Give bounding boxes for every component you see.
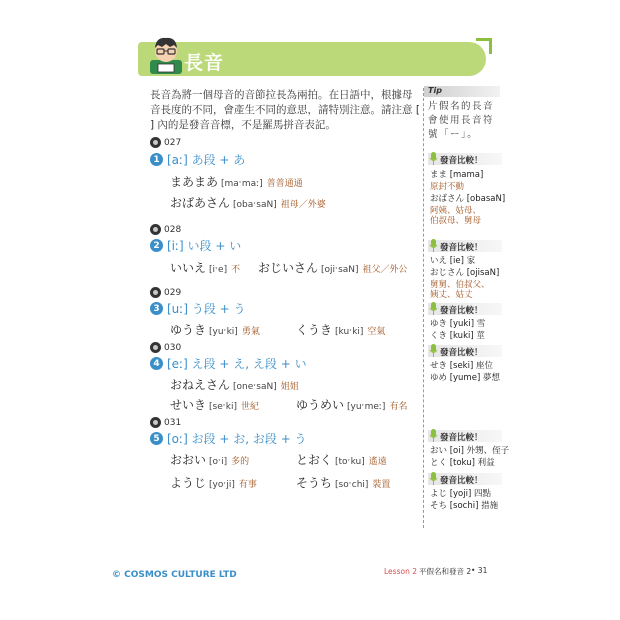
vocab-item: そうち [soˑchi] 裝置	[296, 476, 391, 490]
compare-label: 發音比較！	[440, 243, 483, 253]
section-heading-4	[150, 355, 307, 372]
compare-meaning: 伯叔母、舅母	[430, 216, 482, 226]
compare-word: よじ [yoji] 四點	[430, 489, 491, 499]
compare-meaning: 姨丈、姑丈	[430, 290, 473, 300]
microphone-icon	[429, 239, 438, 252]
audio-cd-icon	[150, 417, 161, 428]
compare-word: ゆき [yuki] 雪	[430, 319, 486, 329]
microphone-icon	[429, 152, 438, 165]
compare-label: 發音比較！	[440, 348, 483, 358]
tip-label: Tip	[428, 86, 442, 95]
lesson-number: Lesson 2	[384, 567, 417, 576]
page-title: 長音	[184, 52, 225, 74]
vocab-item: おじいさん [ojiˑsaN] 祖父／外公	[258, 261, 408, 275]
compare-label: 發音比較！	[440, 433, 483, 443]
vocab-item: おばあさん [obaˑsaN] 祖母／外婆	[170, 196, 326, 210]
corner-decoration	[476, 38, 492, 54]
microphone-icon	[429, 472, 438, 485]
vocab-item: まあまあ [maˑmaː] 普普通通	[170, 175, 303, 189]
section-heading-5	[150, 430, 307, 447]
section-title: [aː] あ段 + あ	[167, 153, 246, 167]
compare-label: 發音比較！	[440, 306, 483, 316]
vocab-item: おおい [oˑi] 多的	[170, 453, 250, 467]
section-title: [iː] い段 + い	[167, 239, 242, 253]
tip-text: 片假名的長音會使用長音符號「ー」。	[428, 101, 495, 140]
section-heading-1	[150, 151, 245, 168]
microphone-icon	[429, 429, 438, 442]
audio-cd-icon	[150, 342, 161, 353]
lesson-title: 平假名和發音 2	[418, 567, 472, 576]
section-title: [oː] お段 + お, お段 + う	[167, 432, 307, 446]
mascot-icon	[148, 34, 184, 74]
microphone-icon	[429, 344, 438, 357]
audio-cd-icon	[150, 287, 161, 298]
vocab-item: ゆうめい [yuˑmeː] 有名	[296, 398, 408, 412]
compare-word: とく [toku] 利益	[430, 458, 495, 468]
vocab-item: ようじ [yoˑji] 有事	[170, 476, 257, 490]
section-number: 3	[150, 302, 163, 315]
section-title: [eː] え段 + え, え段 + い	[167, 357, 307, 371]
lesson-footer	[384, 566, 471, 577]
section-heading-3	[150, 300, 246, 317]
vocab-item: とおく [toˑku] 遙遠	[296, 453, 387, 467]
compare-meaning: 舅舅、伯叔父、	[430, 280, 490, 290]
compare-word: くき [kuki] 莖	[430, 331, 485, 341]
section-number: 5	[150, 432, 163, 445]
vocab-item: ゆうき [yuˑki] 勇氣	[170, 323, 260, 337]
compare-label: 發音比較！	[440, 476, 483, 486]
compare-word: ゆめ [yume] 夢想	[430, 373, 500, 383]
vocab-item: いいえ [iˑe] 不	[170, 261, 241, 275]
compare-meaning: 原封不動	[430, 182, 465, 192]
compare-word: おじさん [ojisaN]	[430, 268, 500, 278]
vocab-item: せいき [seˑki] 世紀	[170, 398, 260, 412]
section-number: 2	[150, 239, 163, 252]
audio-cd-icon	[150, 137, 161, 148]
section-heading-2	[150, 237, 241, 254]
microphone-icon	[429, 302, 438, 315]
compare-word: そち [sochi] 措施	[430, 501, 499, 511]
compare-label: 發音比較！	[440, 156, 483, 166]
copyright: © COSMOS CULTURE LTD	[112, 570, 237, 580]
compare-word: おい [oi] 外甥、侄子	[430, 446, 510, 456]
track-id-031: 031	[150, 417, 181, 428]
vocab-item: おねえさん [oneˑsaN] 姐姐	[170, 378, 299, 392]
intro-paragraph: 長音為將一個母音的音節拉長為兩拍。在日語中，根據母音長度的不同，會產生不同的意思，請特別注意。請注意 [ ] 內的是發音音標，不是羅馬拼音表記。	[150, 89, 420, 131]
page-number: • 31	[471, 566, 488, 575]
compare-word: せき [seki] 座位	[430, 361, 493, 371]
compare-word: まま [mama]	[430, 170, 484, 180]
track-id-030: 030	[150, 342, 181, 353]
compare-meaning: 阿姨、姑母、	[430, 206, 482, 216]
section-title: [uː] う段 + う	[167, 302, 246, 316]
track-id-028: 028	[150, 224, 181, 235]
section-number: 4	[150, 357, 163, 370]
track-id-027: 027	[150, 137, 181, 148]
audio-cd-icon	[150, 224, 161, 235]
vocab-item: くうき [kuˑki] 空氣	[296, 323, 386, 337]
compare-word: いえ [ie] 家	[430, 256, 476, 266]
compare-word: おばさん [obasaN]	[430, 194, 506, 204]
section-number: 1	[150, 153, 163, 166]
column-divider	[423, 88, 424, 528]
track-id-029: 029	[150, 287, 181, 298]
